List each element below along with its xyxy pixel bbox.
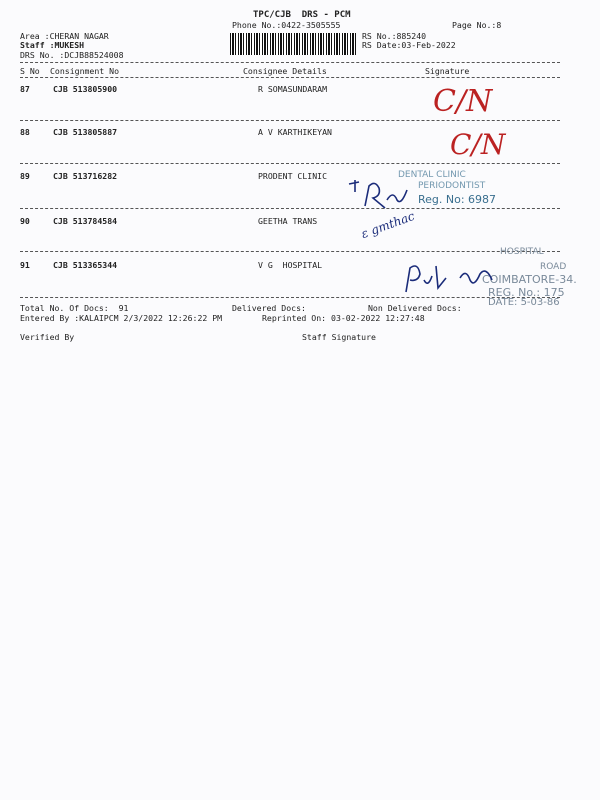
col-signature: Signature — [425, 66, 470, 76]
rs-date: RS Date:03-Feb-2022 — [362, 40, 456, 50]
drs-number: DRS No. :DCJB88524008 — [20, 50, 124, 60]
stamp-text: COIMBATORE-34. — [482, 273, 577, 286]
staff-signature: Staff Signature — [302, 332, 376, 342]
phone-number: Phone No.:0422-3505555 — [232, 20, 341, 30]
row-sno: 88 — [20, 127, 30, 137]
stamp-text: DATE: 5-03-86 — [488, 297, 560, 308]
non-delivered-docs: Non Delivered Docs: — [368, 303, 462, 313]
stamp-text: PERIODONTIST — [418, 181, 486, 191]
row-sno: 89 — [20, 171, 30, 181]
row-consignment: CJB 513365344 — [53, 260, 118, 270]
row-sno: 91 — [20, 260, 30, 270]
row-consignment: CJB 513716282 — [53, 171, 118, 181]
signature-scribble — [345, 176, 415, 214]
col-consignee: Consignee Details — [243, 66, 327, 76]
stamp-text: HOSPITAL — [500, 247, 544, 257]
col-consignment: Consignment No — [50, 66, 120, 76]
row-consignment: CJB 513784584 — [53, 216, 118, 226]
reprinted-on: Reprinted On: 03-02-2022 12:27:48 — [262, 313, 425, 323]
delivered-docs: Delivered Docs: — [232, 303, 306, 313]
divider — [20, 251, 560, 252]
divider — [20, 163, 560, 164]
verified-by: Verified By — [20, 332, 75, 342]
stamp-text: REG. No.: 175 — [488, 286, 565, 299]
divider — [20, 77, 560, 78]
report-title: TPC/CJB DRS - PCM — [253, 10, 351, 20]
total-docs: Total No. Of Docs: 91 — [20, 303, 129, 313]
row-consignment: CJB 513805887 — [53, 127, 118, 137]
signature-scribble: ɛ gmthac — [359, 208, 417, 242]
row-consignment: CJB 513805900 — [53, 84, 118, 94]
divider — [20, 208, 560, 209]
row-consignee: V G HOSPITAL — [258, 260, 323, 270]
col-sno: S No — [20, 66, 40, 76]
row-consignee: A V KARTHIKEYAN — [258, 127, 332, 137]
barcode — [230, 33, 356, 55]
area-label: Area :CHERAN NAGAR — [20, 31, 109, 41]
row-sno: 87 — [20, 84, 30, 94]
rs-number: RS No.:885240 — [362, 31, 427, 41]
page-number: Page No.:8 — [452, 20, 502, 30]
handwritten-cn-mark: C/N — [450, 128, 506, 161]
stamp-text: DENTAL CLINIC — [398, 170, 466, 180]
row-consignee: PRODENT CLINIC — [258, 171, 328, 181]
row-sno: 90 — [20, 216, 30, 226]
row-consignee: GEETHA TRANS — [258, 216, 318, 226]
stamp-reg-number: Reg. No: 6987 — [418, 193, 497, 206]
divider — [20, 62, 560, 63]
entered-by: Entered By :KALAIPCM 2/3/2022 12:26:22 PM — [20, 313, 223, 323]
divider — [20, 120, 560, 121]
stamp-text: ROAD — [540, 262, 567, 272]
signature-scribble — [400, 258, 510, 298]
row-consignee: R SOMASUNDARAM — [258, 84, 328, 94]
staff-label: Staff :MUKESH — [20, 40, 85, 50]
handwritten-cn-mark: C/N — [433, 84, 493, 119]
